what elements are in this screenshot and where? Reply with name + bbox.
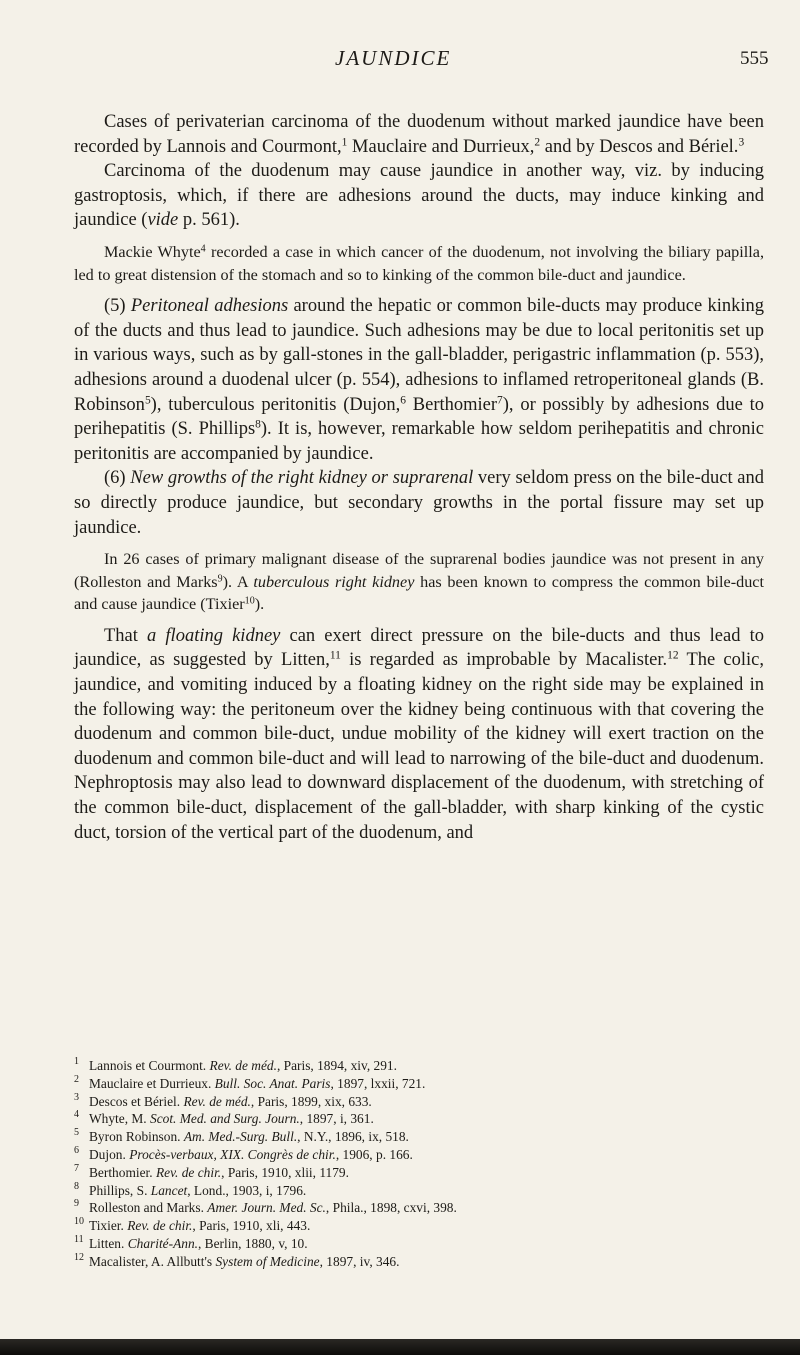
footnote-ref-2: 2 — [534, 136, 541, 149]
section-heading-new-growths: New growths of the right kidney or suprarenal — [130, 468, 474, 489]
footnote-5: 5 Byron Robinson. Am. Med.-Surg. Bull., N.Y., 1896, ix, 518. — [74, 1127, 409, 1145]
paragraph-mackie-whyte: Mackie Whyte$^4$ recorded a case in which cancer of the duodenum, not involving the biliary papilla, led to great distension of the stomach and so to kinking of the common bile-duct and jaundice. — [74, 242, 764, 284]
paragraph-floating-kidney: That a floating kidney can exert direct pressure on the bile-ducts and thus lead to jaundice, as suggested by Litten,$^{11}$ is regarded as improbable by Macalister.$^{12}$ The colic, jaundice, and vomiting induced by a floating kidney on the right side may be explained in the following way: the peritoneum over the kidney being continuous with that covering the duodenum and common bile-duct, undue mobility of the kidney will exert traction on the duodenum and common bile-duct and will lead to narrowing of the bile-duct and duodenum. Nephroptosis may also lead to downward displacement of the duodenum, with stretching of the common bile-duct, displacement of the gall-bladder, with sharp kinking of the cystic duct, torsion of the vertical part of the duodenum, and — [74, 625, 765, 843]
footnote-9: 9 Rolleston and Marks. Amer. Journ. Med. Sc., Phila., 1898, cxvi, 398. — [74, 1198, 457, 1216]
scan-edge-bar — [0, 1339, 800, 1355]
footnote-ref-7: 7 — [497, 394, 503, 407]
paragraph-new-growths: (6) New growths of the right kidney or suprarenal very seldom press on the bile-duct and so directly produce jaundice, but secondary growths in the portal fissure may set up jaundice. — [74, 468, 765, 538]
footnote-7: 7 Berthomier. Rev. de chir., Paris, 1910, xlii, 1179. — [74, 1162, 349, 1180]
footnote-1: 1 Lannois et Courmont. Rev. de méd., Paris, 1894, xiv, 291. — [74, 1056, 397, 1073]
page-header — [0, 46, 800, 76]
footnote-10: 10 Tixier. Rev. de chir., Paris, 1910, xli, 443. — [74, 1216, 311, 1234]
paragraph-suprarenal-cases: In 26 cases of primary malignant disease of the suprarenal bodies jaundice was not present in any (Rolleston and Marks$^9$). A tuberculous right kidney has been known to compress the common bile-duct and cause jaundice (Tixier$^{10}$). — [74, 550, 764, 614]
body-text — [74, 110, 764, 845]
footnotes — [74, 1057, 774, 1271]
footnote-8: 8 Phillips, S. Lancet, Lond., 1903, i, 1796. — [74, 1180, 307, 1198]
footnote-3: 3 Descos et Bériel. Rev. de méd., Paris, 1899, xix, 633. — [74, 1091, 372, 1109]
footnote-ref-6: 6 — [400, 394, 406, 407]
footnote-11: 11 Litten. Charité-Ann., Berlin, 1880, v, 10. — [74, 1233, 308, 1251]
footnote-2: 2 Mauclaire et Durrieux. Bull. Soc. Anat. Paris, 1897, lxxii, 721. — [74, 1073, 426, 1091]
paragraph-gastroptosis: Carcinoma of the duodenum may cause jaundice in another way, viz. by inducing gastroptosis, which, if there are adhesions around the ducts, may induce kinking and jaundice (vide p. 561). — [74, 161, 764, 231]
footnote-ref-3: 3 — [738, 136, 745, 149]
page-number: 555 — [740, 48, 769, 69]
footnote-ref-4: 4 — [200, 243, 206, 255]
footnote-12: 12 Macalister, A. Allbutt's System of Medicine, 1897, iv, 346. — [74, 1251, 400, 1269]
paragraph-perivaterian-carcinoma: Cases of perivaterian carcinoma of the duodenum without marked jaundice have been recorded by Lannois and Courmont,$^1$ Mauclaire and Durrieux,$^2$ and by Descos and Bériel.$^3$ — [74, 112, 764, 157]
footnote-ref-5: 5 — [144, 394, 151, 407]
footnote-ref-8: 8 — [255, 418, 261, 431]
footnote-ref-1: 1 — [341, 136, 348, 149]
running-title: JAUNDICE — [335, 46, 452, 70]
section-heading-peritoneal-adhesions: Peritoneal adhesions — [130, 296, 289, 317]
footnote-ref-9: 9 — [217, 573, 223, 585]
paragraph-peritoneal-adhesions: (5) Peritoneal adhesions around the hepatic or common bile-ducts may produce kinking of the ducts and thus lead to jaundice. Such adhesions may be due to local peritonitis set up in various ways, such as by gall-stones in the gall-bladder, perigastric inflammation (p. 553), adhesions around a duodenal ulcer (p. 554), adhesions to inflamed retroperitoneal glands (B. Robinson$^5$), tuberculous peritonitis (Dujon,$^6$ Berthomier$^7$), or possibly by adhesions due to perihepatitis (S. Phillips$^8$). It is, however, remarkable how seldom perihepatitis and chronic peritonitis are accompanied by jaundice. — [74, 296, 765, 464]
footnote-ref-12: 12 — [667, 650, 679, 663]
footnote-6: 6 Dujon. Procès-verbaux, XIX. Congrès de chir., 1906, p. 166. — [74, 1144, 413, 1162]
footnote-ref-10: 10 — [244, 595, 255, 607]
footnote-4: 4 Whyte, M. Scot. Med. and Surg. Journ., 1897, i, 361. — [74, 1109, 374, 1127]
footnote-ref-11: 11 — [329, 650, 341, 663]
